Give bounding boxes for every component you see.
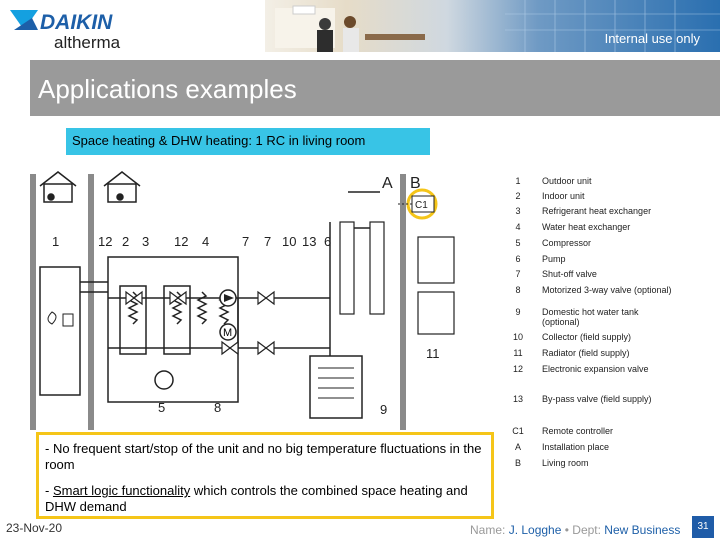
diagram-number: 10: [282, 234, 297, 249]
legend-number: 5: [515, 238, 521, 248]
daikin-logo: [10, 8, 170, 50]
legend-text: Collector (field supply): [542, 332, 632, 342]
note-rest: which controls the combined space heating and DHW demand: [45, 483, 468, 514]
header-photo: [265, 0, 720, 52]
legend-text: Remote controller: [542, 426, 614, 436]
wall-bar: [88, 174, 94, 430]
legend-text: Domestic hot water tank (optional): [542, 307, 639, 327]
legend-number: 1: [515, 176, 521, 186]
legend-text: Refrigerant heat exchanger: [542, 206, 652, 216]
diagram-number: 8: [214, 400, 222, 415]
diagram-number: 2: [122, 234, 130, 249]
legend-text: Indoor unit: [542, 191, 585, 201]
diagram-number: 13: [302, 234, 317, 249]
title-bar: [30, 60, 720, 116]
legend-number: 9: [515, 307, 521, 317]
page-number: 31: [692, 516, 714, 538]
system-diagram: [30, 162, 500, 430]
diagram-number: 7: [264, 234, 272, 249]
diagram-number: 12: [174, 234, 189, 249]
header: [0, 0, 720, 56]
legend-number: 4: [515, 222, 521, 232]
outdoor-unit: [40, 267, 80, 395]
diagram-number: 6: [324, 234, 332, 249]
legend-number: 10: [512, 332, 523, 342]
legend-text: Radiator (field supply): [542, 348, 630, 358]
legend-text: Installation place: [542, 442, 610, 452]
legend-text: Electronic expansion valve: [542, 364, 649, 374]
diagram-number: 3: [142, 234, 150, 249]
legend-text: Living room: [542, 458, 589, 468]
radiator-icon: [418, 292, 454, 334]
legend-number: 11: [513, 348, 523, 358]
legend-text: Outdoor unit: [542, 176, 592, 186]
diagram-number: 1: [52, 234, 60, 249]
wall-bar: [30, 174, 36, 430]
name-value: J. Logghe: [508, 523, 562, 537]
legend-text: Pump: [542, 254, 566, 264]
smart-logic-text: Smart logic functionality: [52, 483, 191, 498]
slide-title: Applications examples: [38, 74, 297, 104]
note-line-2: [45, 483, 485, 515]
marker-c1: C1: [415, 200, 428, 211]
diagram-number: 12: [98, 234, 113, 249]
slide-date: 23-Nov-20: [6, 521, 63, 535]
brand-text: DAIKIN: [40, 11, 113, 34]
diagram-number: 4: [202, 234, 210, 249]
radiator-icon: [418, 237, 454, 283]
legend-number: A: [514, 442, 521, 452]
legend-number: 12: [512, 364, 523, 374]
diagram-number: 9: [380, 402, 388, 417]
legend-number: 8: [515, 285, 521, 295]
diagram-number: 7: [242, 234, 250, 249]
piping-schematic: [30, 162, 500, 430]
diagram-number: 11: [426, 346, 440, 361]
internal-use-label: Internal use only: [604, 31, 700, 46]
legend-number: 6: [515, 254, 521, 264]
legend-number: C1: [512, 426, 524, 436]
diagram-number: 5: [158, 400, 166, 415]
footer-name: [470, 523, 680, 537]
legend-number: 3: [515, 206, 521, 216]
dhw-tank: [310, 356, 362, 418]
legend-text: Motorized 3-way valve (optional): [542, 285, 672, 295]
name-label: Name:: [470, 523, 509, 537]
compressor-icon: [155, 371, 173, 389]
dept-value: New Business: [604, 523, 681, 537]
legend-number: 2: [515, 191, 521, 201]
legend-number: B: [514, 458, 521, 468]
collector: [340, 222, 354, 314]
slide-subtitle: Space heating & DHW heating: 1 RC in living room: [72, 133, 366, 148]
footer-separator: •: [561, 523, 573, 537]
legend-number: 13: [512, 394, 523, 404]
subtitle-box: [66, 128, 430, 155]
legend-number: 7: [515, 269, 521, 279]
note-line-1: - No frequent start/stop of the unit and no big temperature fluctuations in the room: [45, 441, 482, 472]
svg-text:M: M: [223, 327, 233, 339]
daikin-logo-mark: [10, 8, 170, 50]
product-text: altherma: [54, 33, 121, 50]
marker-a: A: [382, 175, 393, 192]
legend-text: Shut-off valve: [542, 269, 597, 279]
marker-b: B: [410, 175, 421, 192]
note-prefix: -: [45, 483, 53, 498]
highlight-note: [36, 432, 494, 519]
dept-label: Dept:: [572, 523, 605, 537]
wall-bar: [400, 174, 406, 430]
legend-text: By-pass valve (field supply): [542, 394, 652, 404]
legend-text: Water heat exchanger: [542, 222, 631, 232]
legend-text: Compressor: [542, 238, 592, 248]
